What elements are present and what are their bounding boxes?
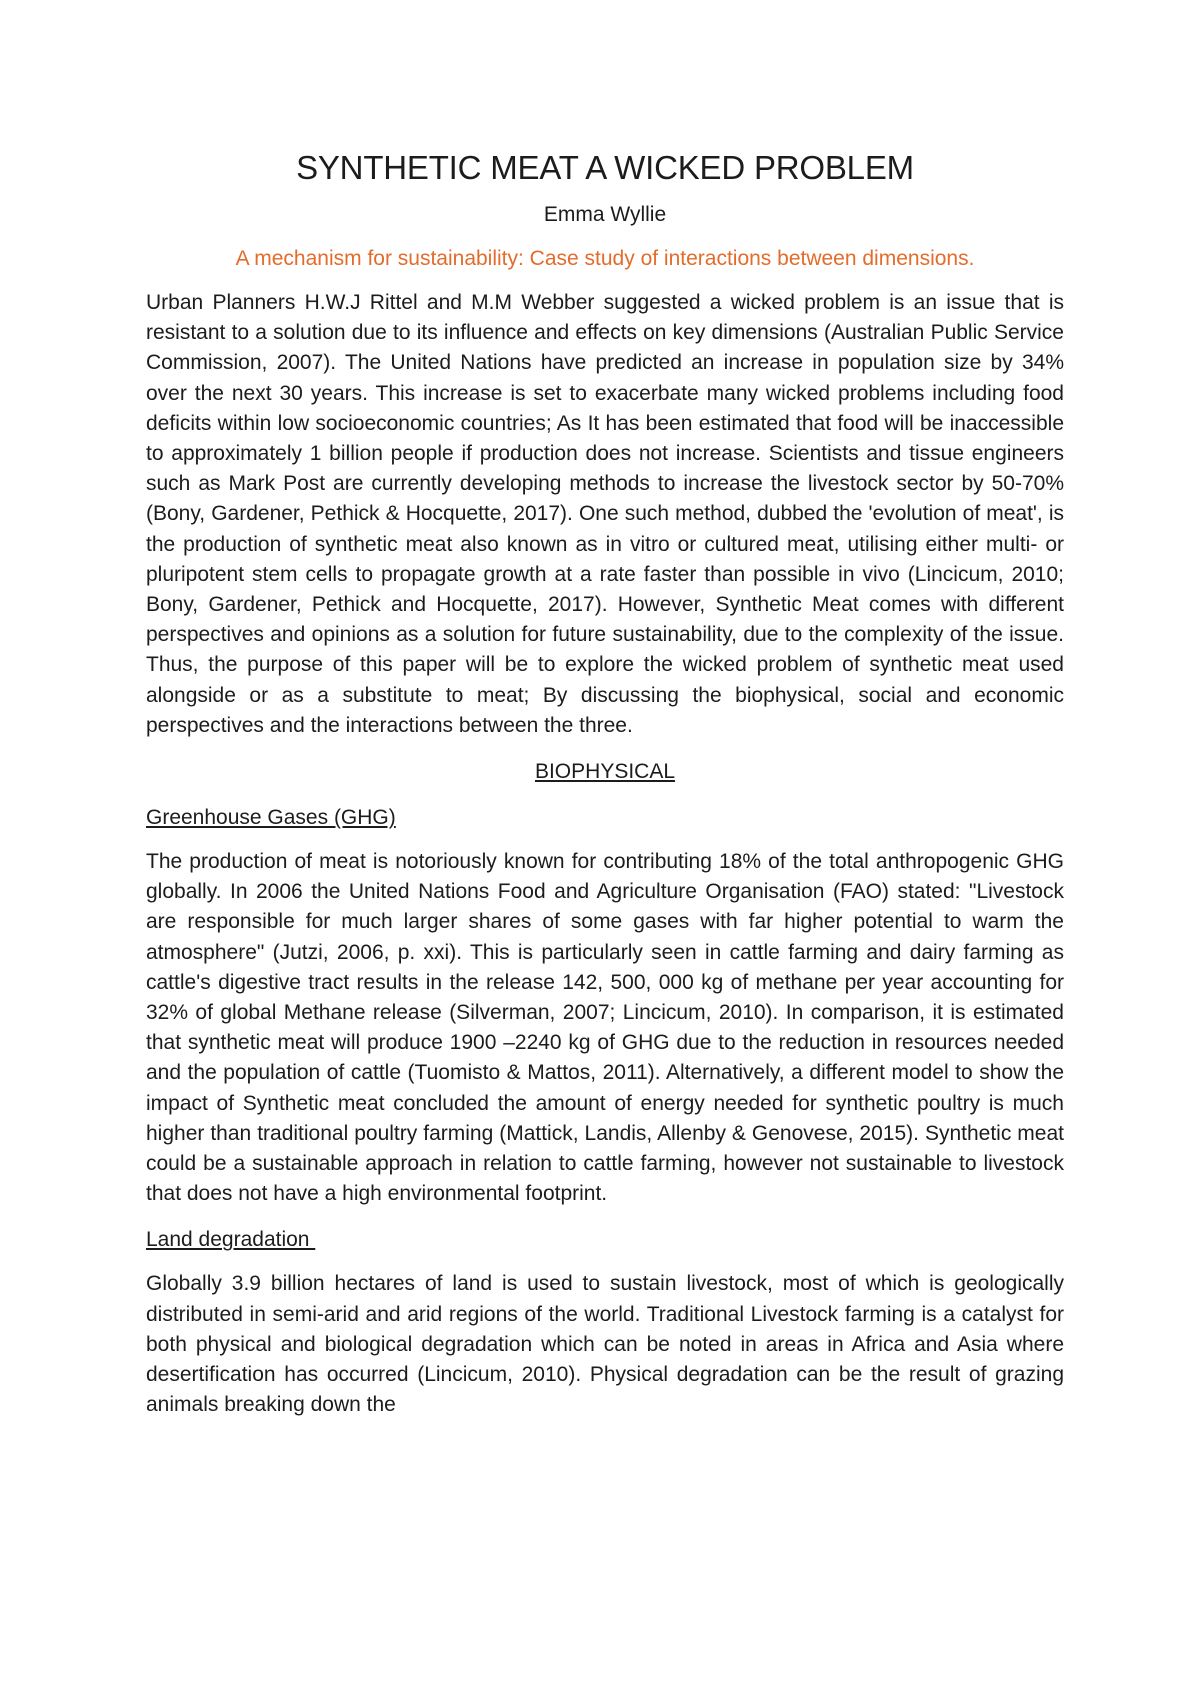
document-subtitle: A mechanism for sustainability: Case study of interactions between dimensions. xyxy=(235,247,975,270)
section-heading-biophysical: BIOPHYSICAL xyxy=(534,760,676,784)
subheading-land-degradation: Land degradation xyxy=(146,1228,316,1252)
document-title: SYNTHETIC MEAT A WICKED PROBLEM xyxy=(296,149,914,186)
ghg-paragraph: The production of meat is notoriously known for contributing 18% of the total anthropogenic GHG globally. In 2006 the United Nations Food and Agriculture Organisation (FAO) stated: "Livestock are responsible for much larger shares of some gases with far higher potential to warm the atmosphere" (Jutzi, 2006, p. xxi). This is particularly seen in cattle farming and dairy farming as cattle's digestive tract results in the release 142, 500, 000 kg of methane per year accounting for 32% of global Methane release (Silverman, 2007; Lincicum, 2010). In comparison, it is estimated that synthetic meat will produce 1900 –2240 kg of GHG due to the reduction in resources needed and the population of cattle (Tuomisto & Mattos, 2011). Alternatively, a different model to show the impact of Synthetic meat concluded the amount of energy needed for synthetic poultry is much higher than traditional poultry farming (Mattick, Landis, Allenby & Genovese, 2015). Synthetic meat could be a sustainable approach in relation to cattle farming, however not sustainable to livestock that does not have a high environmental footprint. xyxy=(146,850,1064,1206)
document-page xyxy=(146,138,1064,1421)
subheading-ghg: Greenhouse Gases (GHG) xyxy=(146,806,396,830)
author-name: Emma Wyllie xyxy=(543,203,667,226)
intro-paragraph: Urban Planners H.W.J Rittel and M.M Webber suggested a wicked problem is an issue that is resistant to a solution due to its influence and effects on key dimensions (Australian Public Service Commission, 2007). The United Nations have predicted an increase in population size by 34% over the next 30 years. This increase is set to exacerbate many wicked problems including food deficits within low socioeconomic countries; As It has been estimated that food will be inaccessible to approximately 1 billion people if production does not increase. Scientists and tissue engineers such as Mark Post are currently developing methods to increase the livestock sector by 50-70% (Bony, Gardener, Pethick & Hocquette, 2017). One such method, dubbed the 'evolution of meat', is the production of synthetic meat also known as in vitro or cultured meat, utilising either multi- or pluripotent stem cells to propagate growth at a rate faster than possible in vivo (Lincicum, 2010; Bony, Gardener, Pethick and Hocquette, 2017). However, Synthetic Meat comes with different perspectives and opinions as a solution for future sustainability, due to the complexity of the issue. Thus, the purpose of this paper will be to explore the wicked problem of synthetic meat used alongside or as a substitute to meat; By discussing the biophysical, social and economic perspectives and the interactions between the three. xyxy=(146,291,1064,737)
land-degradation-paragraph: Globally 3.9 billion hectares of land is used to sustain livestock, most of which is geologically distributed in semi-arid and arid regions of the world. Traditional Livestock farming is a catalyst for both physical and biological degradation which can be noted in areas in Africa and Asia where desertification has occurred (Lincicum, 2010). Physical degradation can be the result of grazing animals breaking down the xyxy=(146,1272,1064,1417)
